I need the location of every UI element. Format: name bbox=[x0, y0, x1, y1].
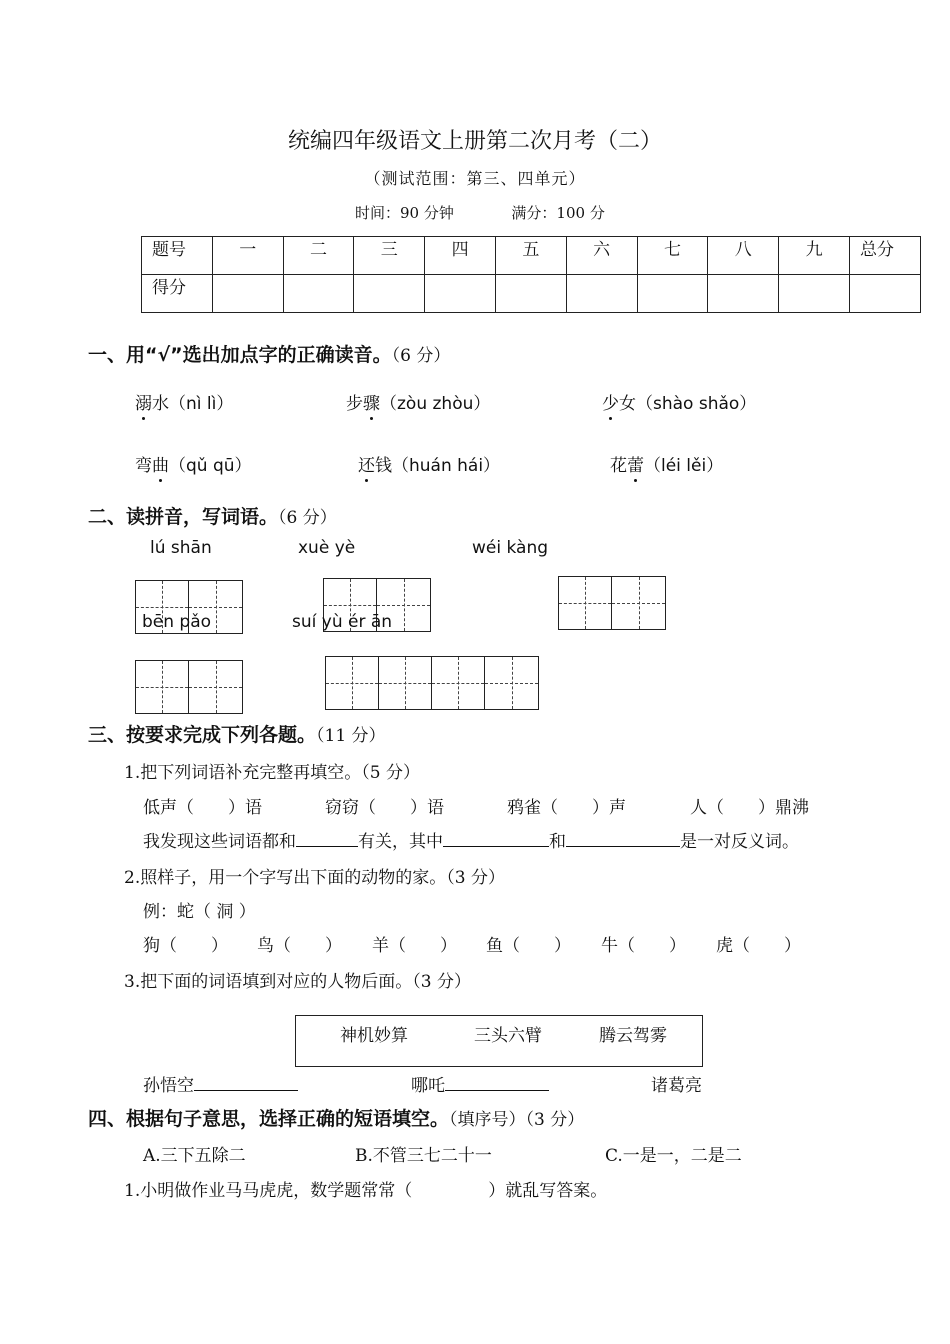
dotted-char: 曲 bbox=[152, 451, 169, 476]
character-fill bbox=[143, 1071, 298, 1096]
character-fill bbox=[651, 1071, 702, 1096]
character-name: 哪吒 bbox=[411, 1076, 445, 1096]
answer-blank[interactable] bbox=[194, 1074, 298, 1091]
pinyin-prompt: bēn pǎo bbox=[142, 612, 212, 632]
answer-blank[interactable] bbox=[296, 830, 358, 847]
score-table-header-row bbox=[142, 237, 921, 275]
pinyin-options[interactable]: （zòu zhòu） bbox=[380, 394, 491, 414]
score-cell[interactable] bbox=[849, 275, 920, 313]
sentence-text: 1.小明做作业马马虎虎，数学题常常（ bbox=[124, 1181, 413, 1201]
section3-heading bbox=[88, 720, 386, 747]
pinyin-options[interactable]: （huán hái） bbox=[392, 456, 501, 476]
animal-home[interactable]: 虎（ ） bbox=[716, 936, 801, 956]
animal-home[interactable]: 鱼（ ） bbox=[486, 936, 571, 956]
word-bank-item: 腾云驾雾 bbox=[599, 1026, 667, 1046]
score-header-cell: 九 bbox=[779, 237, 850, 275]
question-3-1: 1.把下列词语补充完整再填空。（5 分） bbox=[124, 763, 420, 783]
section1-heading bbox=[88, 340, 450, 367]
sentence-text: ）就乱写答案。 bbox=[488, 1181, 608, 1201]
grid-cell[interactable] bbox=[326, 657, 379, 709]
section4-points: （填序号）（3 分） bbox=[449, 1110, 585, 1130]
question-3-2: 2.照样子，用一个字写出下面的动物的家。（3 分） bbox=[124, 868, 505, 888]
score-header-cell: 三 bbox=[354, 237, 425, 275]
score-header-cell: 五 bbox=[495, 237, 566, 275]
dotted-char: 溺 bbox=[135, 389, 152, 414]
grid-cell[interactable] bbox=[136, 661, 189, 713]
score-cell[interactable] bbox=[779, 275, 850, 313]
pinyin-prompt: wéi kàng bbox=[472, 538, 549, 558]
pronunciation-item bbox=[135, 451, 252, 476]
score-cell[interactable] bbox=[425, 275, 496, 313]
animal-home[interactable]: 牛（ ） bbox=[601, 936, 686, 956]
grid-cell[interactable] bbox=[189, 661, 242, 713]
time-limit: 时间：90 分钟 bbox=[355, 204, 454, 222]
grid-cell[interactable] bbox=[432, 657, 485, 709]
sentence-text: 我发现这些词语都和 bbox=[143, 832, 296, 852]
pinyin-prompt: lú shān bbox=[150, 538, 212, 558]
section3-title: 三、按要求完成下列各题。 bbox=[88, 724, 317, 746]
grid-cell[interactable] bbox=[485, 657, 538, 709]
score-header-cell: 一 bbox=[212, 237, 283, 275]
pronunciation-item bbox=[610, 451, 723, 476]
section4-title: 四、根据句子意思，选择正确的短语填空。 bbox=[88, 1108, 450, 1130]
animal-home[interactable]: 狗（ ） bbox=[143, 936, 228, 956]
word-part: 女 bbox=[619, 394, 636, 414]
grid-cell[interactable] bbox=[379, 657, 432, 709]
idiom-fill[interactable]: 窃窃（ ）语 bbox=[325, 798, 444, 818]
score-header-cell: 二 bbox=[283, 237, 354, 275]
sentence-text: 是一对反义词。 bbox=[680, 832, 799, 852]
score-cell[interactable] bbox=[495, 275, 566, 313]
word-part: 弯 bbox=[135, 456, 152, 476]
score-cell[interactable] bbox=[566, 275, 637, 313]
score-cell[interactable] bbox=[354, 275, 425, 313]
animal-home[interactable]: 鸟（ ） bbox=[257, 936, 342, 956]
score-cell[interactable] bbox=[283, 275, 354, 313]
dotted-char: 骤 bbox=[363, 389, 380, 414]
page-title: 统编四年级语文上册第二次月考（二） bbox=[287, 129, 662, 154]
page-subtitle: （测试范围：第三、四单元） bbox=[364, 169, 586, 188]
score-cell[interactable] bbox=[708, 275, 779, 313]
section4-heading bbox=[88, 1104, 584, 1131]
score-header-cell: 八 bbox=[708, 237, 779, 275]
answer-blank[interactable] bbox=[445, 1074, 549, 1091]
dotted-char: 还 bbox=[358, 451, 375, 476]
dotted-char: 少 bbox=[602, 389, 619, 414]
character-name: 诸葛亮 bbox=[651, 1076, 702, 1096]
idiom-fill[interactable]: 低声（ ）语 bbox=[143, 798, 262, 818]
section2-heading bbox=[88, 502, 337, 529]
score-row-label: 得分 bbox=[142, 275, 213, 313]
score-cell[interactable] bbox=[637, 275, 708, 313]
option-a: A.三下五除二 bbox=[143, 1146, 246, 1166]
sentence-text: 有关，其中 bbox=[358, 832, 443, 852]
writing-grid[interactable] bbox=[558, 576, 666, 630]
sentence-text: 和 bbox=[549, 832, 566, 852]
option-b: B.不管三七二十一 bbox=[355, 1146, 492, 1166]
character-name: 孙悟空 bbox=[143, 1076, 194, 1096]
grid-cell[interactable] bbox=[612, 577, 665, 629]
section2-points: （6 分） bbox=[278, 508, 337, 528]
score-table bbox=[141, 236, 921, 313]
answer-blank[interactable] bbox=[443, 830, 549, 847]
word-part: 水 bbox=[152, 394, 169, 414]
word-bank-item: 三头六臂 bbox=[474, 1026, 542, 1046]
section1-title: 一、用“√”选出加点字的正确读音。 bbox=[88, 344, 392, 366]
score-header-cell: 四 bbox=[425, 237, 496, 275]
pinyin-options[interactable]: （nì lì） bbox=[169, 394, 234, 414]
pinyin-prompt: xuè yè bbox=[298, 538, 356, 558]
question-3-3: 3.把下面的词语填到对应的人物后面。（3 分） bbox=[124, 972, 471, 992]
grid-cell[interactable] bbox=[559, 577, 612, 629]
dotted-char: 蕾 bbox=[627, 451, 644, 476]
word-part: 步 bbox=[346, 394, 363, 414]
word-part: 钱 bbox=[375, 456, 392, 476]
score-header-cell: 总分 bbox=[849, 237, 920, 275]
example-answer: 例：蛇（ 洞 ） bbox=[143, 902, 256, 922]
pronunciation-item bbox=[602, 389, 756, 414]
word-part: 花 bbox=[610, 456, 627, 476]
writing-grid[interactable] bbox=[135, 660, 243, 714]
section1-points: （6 分） bbox=[391, 346, 451, 366]
answer-blank[interactable] bbox=[566, 830, 680, 847]
score-header-cell: 六 bbox=[566, 237, 637, 275]
writing-grid[interactable] bbox=[325, 656, 539, 710]
fill-sentence bbox=[143, 827, 799, 852]
full-score: 满分：100 分 bbox=[511, 204, 605, 222]
pinyin-options[interactable]: （shào shǎo） bbox=[636, 394, 757, 414]
idiom-fill[interactable]: 人（ ）鼎沸 bbox=[690, 798, 809, 818]
word-bank-item: 神机妙算 bbox=[340, 1026, 408, 1046]
pronunciation-item bbox=[358, 451, 500, 476]
score-cell[interactable] bbox=[212, 275, 283, 313]
animal-home[interactable]: 羊（ ） bbox=[372, 936, 457, 956]
idiom-fill[interactable]: 鸦雀（ ）声 bbox=[507, 798, 626, 818]
pinyin-options[interactable]: （léi lěi） bbox=[644, 456, 724, 476]
section2-title: 二、读拼音，写词语。 bbox=[88, 506, 279, 528]
score-header-cell: 题号 bbox=[142, 237, 213, 275]
character-fill bbox=[411, 1071, 549, 1096]
question-4-1 bbox=[124, 1176, 607, 1201]
pronunciation-item bbox=[346, 389, 490, 414]
score-table-score-row bbox=[142, 275, 921, 313]
section3-points: （11 分） bbox=[316, 726, 386, 746]
exam-info bbox=[355, 202, 605, 223]
option-c: C.一是一，二是二 bbox=[605, 1146, 742, 1166]
score-header-cell: 七 bbox=[637, 237, 708, 275]
pronunciation-item bbox=[135, 389, 233, 414]
pinyin-prompt: suí yù ér ān bbox=[292, 612, 393, 632]
pinyin-options[interactable]: （qǔ qū） bbox=[169, 456, 252, 476]
